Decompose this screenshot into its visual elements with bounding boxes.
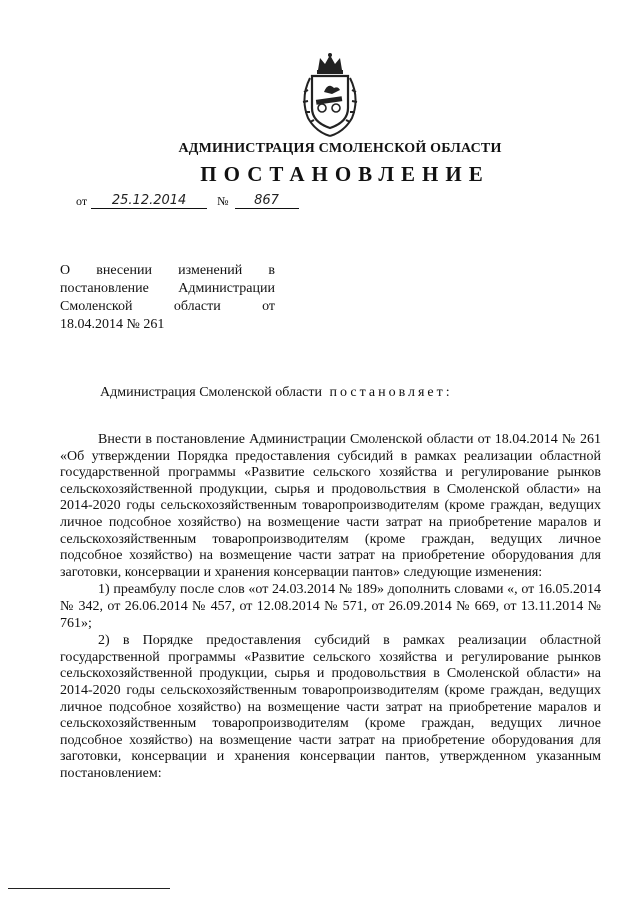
subject-line: О внесении изменений в (60, 263, 275, 278)
subject-line: постановление Администрации (60, 281, 275, 296)
subject-block (60, 262, 275, 334)
date-number-line (76, 194, 299, 209)
body-paragraph: 2) в Порядке предоставления субсидий в рамках реализации областной государственной программы «Развитие сельского хозяйства и регулирование рынков сельскохозяйственной продукции, сырья и продовольствия в Смоленской области» на 2014-2020 годы сельскохозяйственным товаропроизводителям (кроме граждан, ведущих личное подсобное хозяйство) на возмещение части затрат на приобретение маралов и сельскохозяйственным товаропроизводителям (кроме граждан, ведущих личное подсобное хозяйство) на возмещение части затрат на приобретение оборудования для заготовки, консервации и хранения консервации пантов, утвержденном указанным постановлением: (60, 633, 601, 781)
number-label: № (217, 194, 229, 208)
number-value: 867 (235, 194, 299, 209)
bottom-divider (8, 888, 170, 889)
body-paragraph: 1) преамбулу после слов «от 24.03.2014 № 189» дополнить словами «, от 16.05.2014 № 342, от 26.06.2014 № 457, от 12.08.2014 № 571, от 26.09.2014 № 669, от 13.11.2014 № 761»; (60, 582, 601, 631)
decree-verb: постановляет: (329, 385, 453, 400)
decree-lead: Администрация Смоленской области (100, 385, 323, 400)
document-type-title: ПОСТАНОВЛЕНИЕ (200, 162, 490, 186)
decree-statement (100, 385, 453, 401)
date-label: от (76, 194, 88, 208)
date-value: 25.12.2014 (91, 194, 207, 209)
document-body (60, 432, 601, 782)
organization-name: АДМИНИСТРАЦИЯ СМОЛЕНСКОЙ ОБЛАСТИ (178, 141, 502, 156)
subject-line: 18.04.2014 № 261 (60, 317, 165, 332)
subject-line: Смоленской области от (60, 299, 275, 314)
body-paragraph: Внести в постановление Администрации Смоленской области от 18.04.2014 № 261 «Об утверждении Порядка предоставления субсидий в рамках реализации областной государственной программы «Развитие сельского хозяйства и регулирование рынков сельскохозяйственной продукции, сырья и продовольствия в Смоленской области» на 2014-2020 годы сельскохозяйственным товаропроизводителям (кроме граждан, ведущих личное подсобное хозяйство) на возмещение части затрат на приобретение маралов и сельскохозяйственным товаропроизводителям (кроме граждан, ведущих личное подсобное хозяйство) на возмещение части затрат на приобретение оборудования для заготовки, консервации и хранения консервации пантов» следующие изменения: (60, 432, 601, 580)
smolensk-coat-of-arms-icon (298, 52, 362, 138)
